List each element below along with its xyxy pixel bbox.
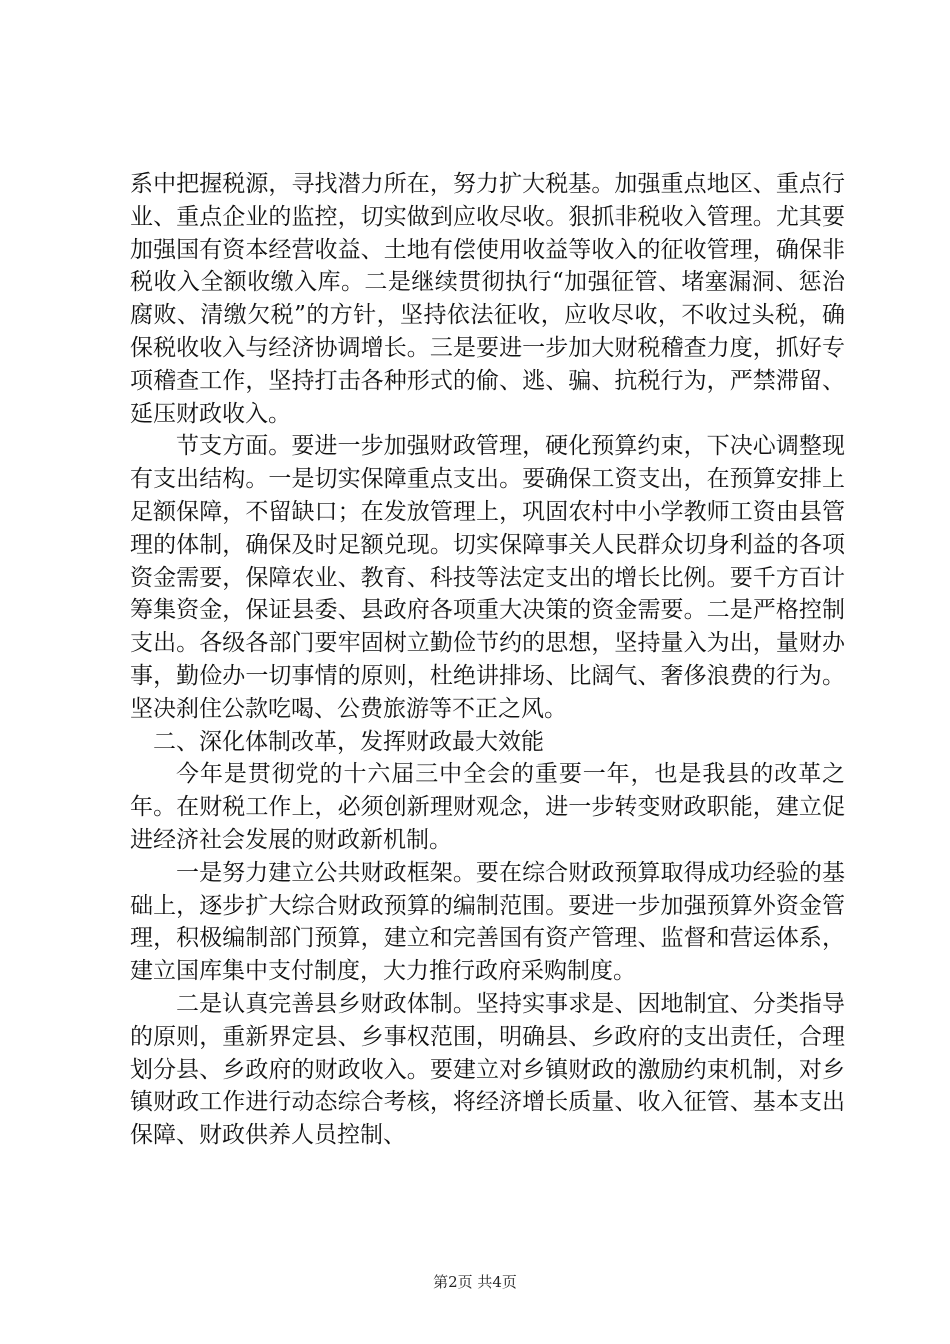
paragraph-county-township-system: 二是认真完善县乡财政体制。坚持实事求是、因地制宜、分类指导的原则，重新界定县、乡事权范围，明确县、乡政府的支出责任，合理划分县、乡政府的财政收入。要建立对乡镇财政的激励约束机制，对乡镇财政工作进行动态综合考核，将经济增长质量、收入征管、基本支出保障、财政供养人员控制、 — [130, 990, 845, 1149]
paragraph-public-finance-framework: 一是努力建立公共财政框架。要在综合财政预算取得成功经验的基础上，逐步扩大综合财政预算的编制范围。要进一步加强预算外资金管理，积极编制部门预算，建立和完善国有资产管理、监督和营运体系，建立国库集中支付制度，大力推行政府采购制度。 — [130, 859, 845, 985]
document-body — [130, 168, 845, 1152]
paragraph-reform-year: 今年是贯彻党的十六届三中全会的重要一年，也是我县的改革之年。在财税工作上，必须创新理财观念，进一步转变财政职能，建立促进经济社会发展的财政新机制。 — [130, 761, 845, 853]
section-heading-reform: 二、深化体制改革，发挥财政最大效能 — [153, 728, 544, 755]
page-number-footer: 第2页 共4页 — [433, 1273, 517, 1291]
paragraph-expenditure-control: 节支方面。要进一步加强财政管理，硬化预算约束，下决心调整现有支出结构。一是切实保障重点支出。要确保工资支出，在预算安排上足额保障，不留缺口；在发放管理上，巩固农村中小学教师工资由县管理的体制，确保及时足额兑现。切实保障事关人民群众切身利益的各项资金需要，保障农业、教育、科技等法定支出的增长比例。要千方百计筹集资金，保证县委、县政府各项重大决策的资金需要。二是严格控制支出。各级各部门要牢固树立勤俭节约的思想，坚持量入为出，量财办事，勤俭办一切事情的原则，杜绝讲排场、比阔气、奢侈浪费的行为。坚决刹住公款吃喝、公费旅游等不正之风。 — [130, 433, 845, 722]
paragraph-revenue-continuation: 系中把握税源，寻找潜力所在，努力扩大税基。加强重点地区、重点行业、重点企业的监控，切实做到应收尽收。狠抓非税收入管理。尤其要加强国有资本经营收益、土地有偿使用收益等收入的征收管理，确保非税收入全额收缴入库。二是继续贯彻执行“加强征管、堵塞漏洞、惩治腐败、清缴欠税”的方针，坚持依法征收，应收尽收，不收过头税，确保税收收入与经济协调增长。三是要进一步加大财税稽查力度，抓好专项稽查工作，坚持打击各种形式的偷、逃、骗、抗税行为，严禁滞留、延压财政收入。 — [130, 171, 845, 427]
